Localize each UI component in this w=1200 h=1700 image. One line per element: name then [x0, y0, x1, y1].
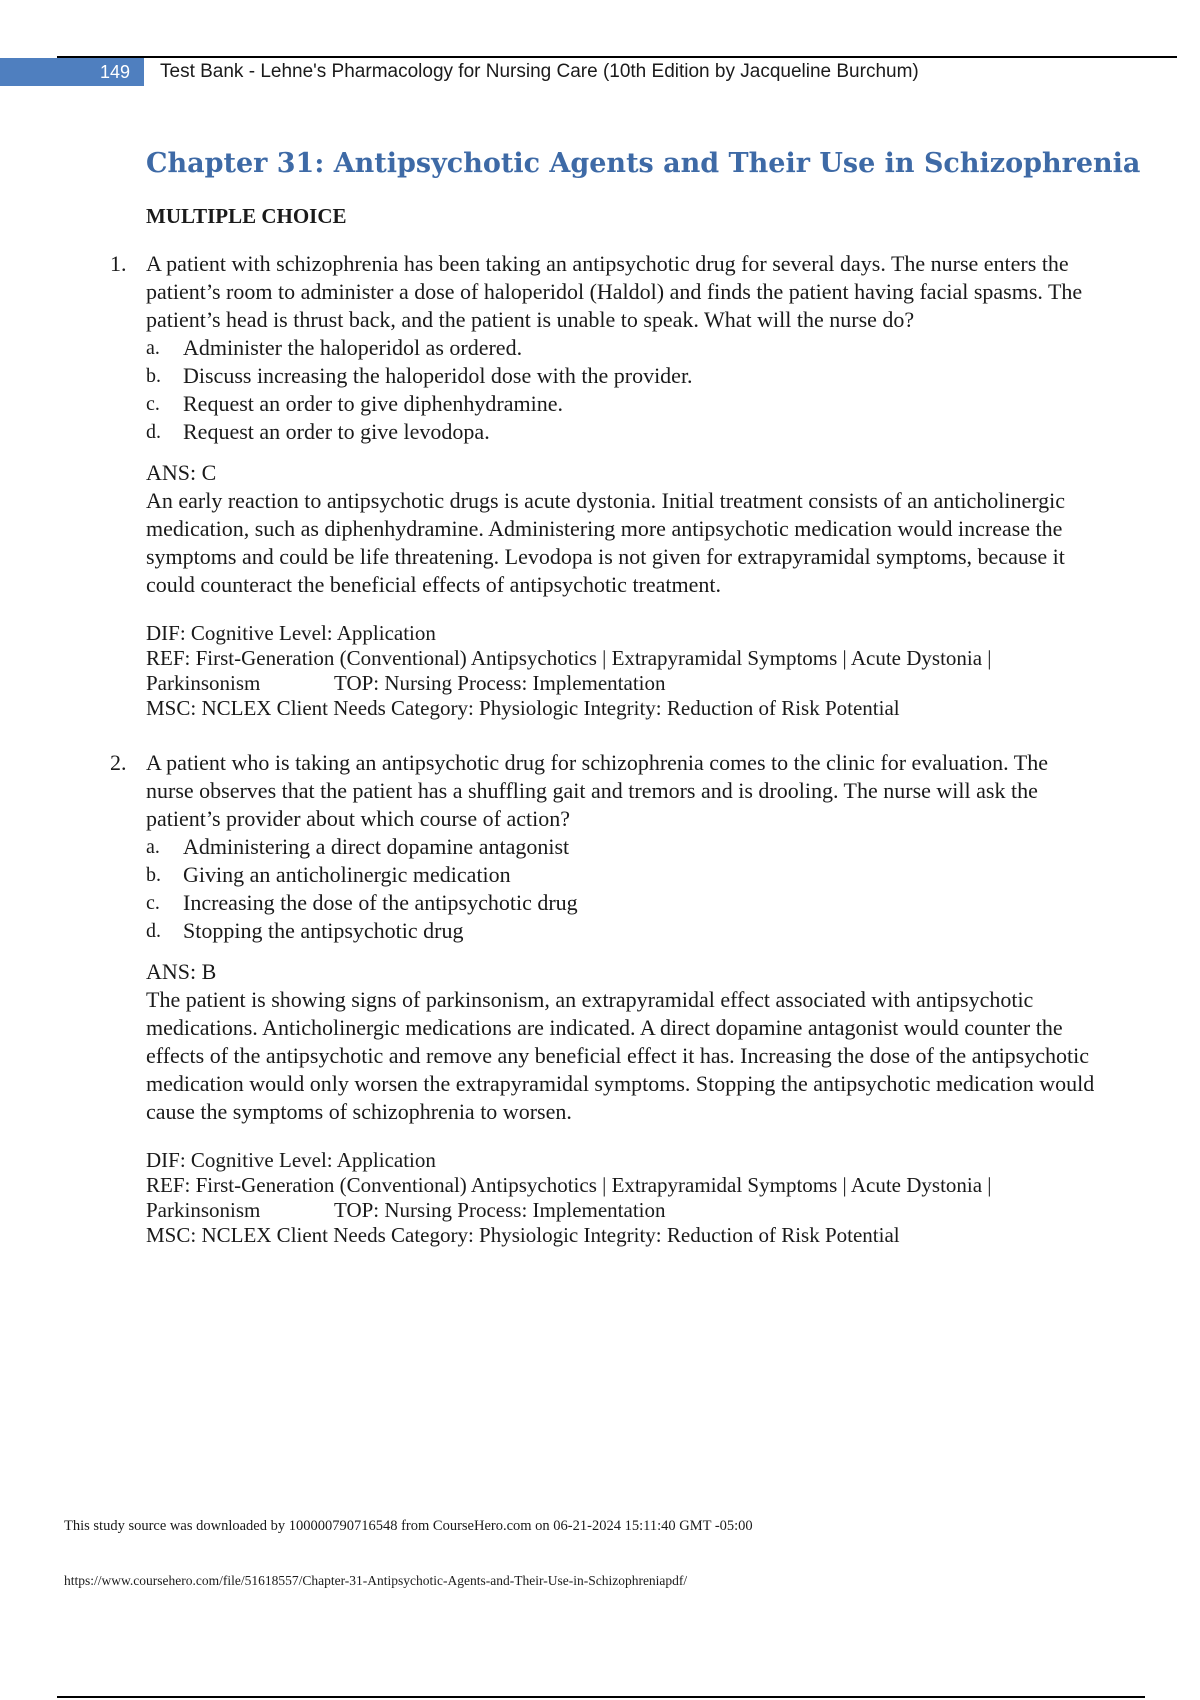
option-text: Request an order to give levodopa.: [183, 419, 490, 444]
top-line: TOP: Nursing Process: Implementation: [334, 671, 666, 695]
question-number: 1.: [110, 251, 127, 276]
ref-top-line: [146, 671, 1096, 696]
option-letter: a.: [146, 836, 160, 858]
option-letter: d.: [146, 920, 161, 942]
option-a: [146, 833, 1096, 861]
ref-line: REF: First-Generation (Conventional) Antipsychotics | Extrapyramidal Symptoms | Acute Dystonia |: [146, 1173, 992, 1197]
question-2: [110, 749, 1096, 1248]
chapter-title: Chapter 31: Antipsychotic Agents and Their Use in Schizophrenia: [146, 148, 1141, 179]
msc-line: MSC: NCLEX Client Needs Category: Physiologic Integrity: Reduction of Risk Potential: [146, 1223, 900, 1247]
question-metadata: [146, 1148, 1096, 1248]
option-a: [146, 334, 1096, 362]
option-text: Giving an anticholinergic medication: [183, 862, 511, 887]
option-text: Discuss increasing the haloperidol dose with the provider.: [183, 363, 693, 388]
option-b: [146, 861, 1096, 889]
ref-continuation: Parkinsonism: [146, 1198, 261, 1222]
question-stem: A patient who is taking an antipsychotic drug for schizophrenia comes to the clinic for evaluation. The nurse observes that the patient has a shuffling gait and tremors and is drooling. The nurse will ask the patient’s provider about which course of action?: [146, 750, 1048, 831]
option-letter: a.: [146, 337, 160, 359]
option-letter: b.: [146, 864, 161, 886]
source-url[interactable]: https://www.coursehero.com/file/51618557/Chapter-31-Antipsychotic-Agents-and-Their-Use-in-Schizophreniapdf/: [64, 1573, 688, 1588]
section-heading: MULTIPLE CHOICE: [146, 204, 347, 228]
page-number-badge: 149: [0, 58, 144, 86]
option-letter: c.: [146, 393, 160, 415]
download-notice: This study source was downloaded by 100000790716548 from CourseHero.com on 06-21-2024 15:11:40 GMT -05:00: [64, 1518, 753, 1534]
dif-line: DIF: Cognitive Level: Application: [146, 1148, 436, 1172]
ref-line: REF: First-Generation (Conventional) Antipsychotics | Extrapyramidal Symptoms | Acute Dystonia |: [146, 646, 992, 670]
question-number: 2.: [110, 750, 127, 775]
rationale: An early reaction to antipsychotic drugs is acute dystonia. Initial treatment consists of an anticholinergic medication, such as diphenhydramine. Administering more antipsychotic medication would increase the symptoms and could be life threatening. Levodopa is not given for extrapyramidal symptoms, because it could counteract the beneficial effects of antipsychotic treatment.: [146, 488, 1066, 597]
msc-line: MSC: NCLEX Client Needs Category: Physiologic Integrity: Reduction of Risk Potential: [146, 696, 900, 720]
rationale: The patient is showing signs of parkinsonism, an extrapyramidal effect associated with antipsychotic medications. Anticholinergic medications are indicated. A direct dopamine antagonist would counter the effects of the antipsychotic and remove any beneficial effect it has. Increasing the dose of the antipsychotic medication would only worsen the extrapyramidal symptoms. Stopping the antipsychotic medication would cause the symptoms of schizophrenia to worsen.: [146, 987, 1095, 1124]
option-text: Administer the haloperidol as ordered.: [183, 335, 523, 360]
option-c: [146, 889, 1096, 917]
running-title: Test Bank - Lehne's Pharmacology for Nursing Care (10th Edition by Jacqueline Burchum): [160, 61, 919, 82]
option-d: [146, 917, 1096, 945]
option-text: Stopping the antipsychotic drug: [183, 918, 464, 943]
question-stem: A patient with schizophrenia has been taking an antipsychotic drug for several days. The nurse enters the patient’s room to administer a dose of haloperidol (Haldol) and finds the patient having facial spasms. The patient’s head is thrust back, and the patient is unable to speak. What will the nurse do?: [146, 251, 1083, 332]
option-letter: d.: [146, 421, 161, 443]
option-c: [146, 390, 1096, 418]
answer-key: ANS: B: [146, 959, 217, 984]
option-text: Administering a direct dopamine antagonist: [183, 834, 570, 859]
document-body: [110, 140, 1141, 1248]
option-text: Request an order to give diphenhydramine.: [183, 391, 564, 416]
option-b: [146, 362, 1096, 390]
option-text: Increasing the dose of the antipsychotic drug: [183, 890, 578, 915]
option-letter: b.: [146, 365, 161, 387]
ref-top-line: [146, 1198, 1096, 1223]
question-metadata: [146, 621, 1096, 721]
answer-key: ANS: C: [146, 460, 217, 485]
dif-line: DIF: Cognitive Level: Application: [146, 621, 436, 645]
ref-continuation: Parkinsonism: [146, 671, 261, 695]
question-1: [110, 250, 1096, 721]
option-d: [146, 418, 1096, 446]
option-letter: c.: [146, 892, 160, 914]
footer-rule: [57, 1696, 1145, 1698]
top-line: TOP: Nursing Process: Implementation: [334, 1198, 666, 1222]
